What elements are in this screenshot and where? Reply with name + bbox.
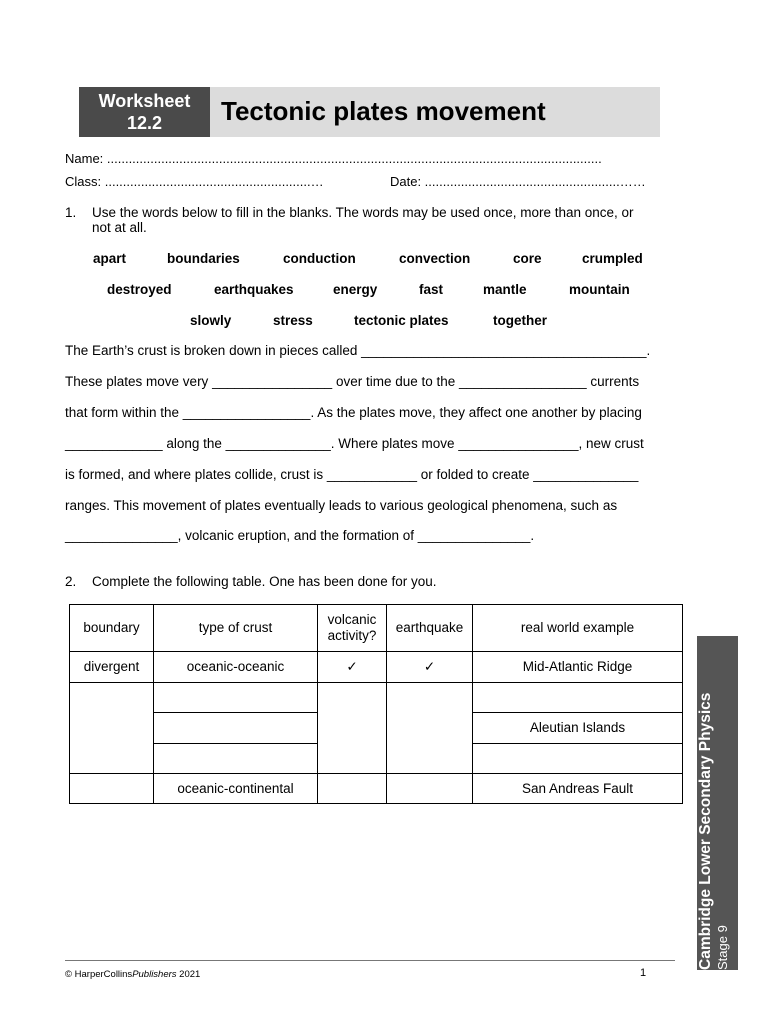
- table-cell: oceanic-continental: [154, 774, 318, 804]
- word-bank-item: crumpled: [582, 251, 643, 266]
- table-cell-blank[interactable]: [70, 683, 154, 774]
- paragraph-line: ranges. This movement of plates eventually leads to various geological phenomena, such as: [65, 498, 618, 513]
- word-bank-item: destroyed: [107, 282, 172, 297]
- word-bank-item: tectonic plates: [354, 313, 449, 328]
- question-1-text-line1: Use the words below to fill in the blanks. The words may be used once, more than once, or: [92, 205, 634, 220]
- word-bank-item: energy: [333, 282, 378, 297]
- table-cell: divergent: [70, 652, 154, 683]
- table-cell-blank[interactable]: [473, 683, 683, 713]
- paragraph-line: The Earth’s crust is broken down in pieces called ______________________________________.: [65, 343, 651, 358]
- table-cell: San Andreas Fault: [473, 774, 683, 804]
- word-bank-item: core: [513, 251, 542, 266]
- table-cell-blank[interactable]: [318, 683, 387, 774]
- copyright-prefix: © HarperCollins: [65, 969, 133, 980]
- header-earthquake: earthquake: [387, 605, 473, 652]
- copyright-year: 2021: [176, 969, 201, 980]
- paragraph-line: is formed, and where plates collide, crust is ____________ or folded to create ______________: [65, 467, 639, 482]
- word-bank-item: slowly: [190, 313, 232, 328]
- header-volcanic-activity: volcanic activity?: [318, 605, 387, 652]
- copyright: [65, 969, 200, 980]
- question-1-number: 1.: [65, 205, 77, 220]
- stage-label: Stage 9: [715, 925, 730, 970]
- table-cell: Aleutian Islands: [473, 713, 683, 744]
- word-bank-item: stress: [273, 313, 313, 328]
- paragraph-line: _______________, volcanic eruption, and the formation of _______________.: [65, 528, 535, 543]
- worksheet-number-badge: [79, 87, 210, 137]
- table-row: [70, 774, 683, 804]
- table-row: [70, 683, 683, 713]
- copyright-italic: Publishers: [132, 969, 177, 980]
- table-row: [70, 652, 683, 683]
- date-field[interactable]: Date: ......................................................……: [390, 174, 646, 189]
- check-icon: ✓: [387, 652, 473, 683]
- question-2-number: 2.: [65, 574, 77, 589]
- table-cell-blank[interactable]: [387, 774, 473, 804]
- boundary-table: [69, 604, 683, 804]
- word-bank-item: fast: [419, 282, 444, 297]
- table-cell-blank[interactable]: [154, 744, 318, 774]
- table-header-row: [70, 605, 683, 652]
- word-bank-item: boundaries: [167, 251, 240, 266]
- word-bank-item: conduction: [283, 251, 356, 266]
- word-bank-item: convection: [399, 251, 471, 266]
- class-field[interactable]: Class: .........................................................…: [65, 174, 324, 189]
- table-cell-blank[interactable]: [154, 713, 318, 744]
- paragraph-line: These plates move very ________________ over time due to the _________________ currents: [65, 374, 640, 389]
- worksheet-label: Worksheet: [98, 91, 191, 111]
- word-bank-item: apart: [93, 251, 127, 266]
- table-cell-blank[interactable]: [387, 683, 473, 774]
- header-type-of-crust: type of crust: [154, 605, 318, 652]
- table-cell-blank[interactable]: [154, 683, 318, 713]
- footer-divider: [65, 960, 675, 961]
- paragraph-line: that form within the _________________. As the plates move, they affect one another by placing: [65, 405, 642, 420]
- word-bank-item: earthquakes: [214, 282, 294, 297]
- page-title: Tectonic plates movement: [221, 96, 546, 126]
- page-number: 1: [640, 967, 647, 979]
- check-icon: ✓: [318, 652, 387, 683]
- header-boundary: boundary: [70, 605, 154, 652]
- question-2-text: Complete the following table. One has been done for you.: [92, 574, 437, 589]
- question-1-text-line2: not at all.: [92, 220, 147, 235]
- table-cell: Mid-Atlantic Ridge: [473, 652, 683, 683]
- table-cell-blank[interactable]: [318, 774, 387, 804]
- worksheet-number: 12.2: [126, 113, 163, 133]
- table-cell-blank[interactable]: [70, 774, 154, 804]
- side-tab-text: [697, 636, 737, 970]
- table-cell: oceanic-oceanic: [154, 652, 318, 683]
- word-bank-item: together: [493, 313, 547, 328]
- series-title: Cambridge Lower Secondary Physics: [697, 692, 714, 970]
- header-real-world-example: real world example: [473, 605, 683, 652]
- word-bank-item: mantle: [483, 282, 527, 297]
- name-field[interactable]: Name: .........................................................................................................................................: [65, 151, 602, 166]
- word-bank-item: mountain: [569, 282, 630, 297]
- table-cell-blank[interactable]: [473, 744, 683, 774]
- paragraph-line: _____________ along the ______________. Where plates move ________________, new crust: [65, 436, 644, 451]
